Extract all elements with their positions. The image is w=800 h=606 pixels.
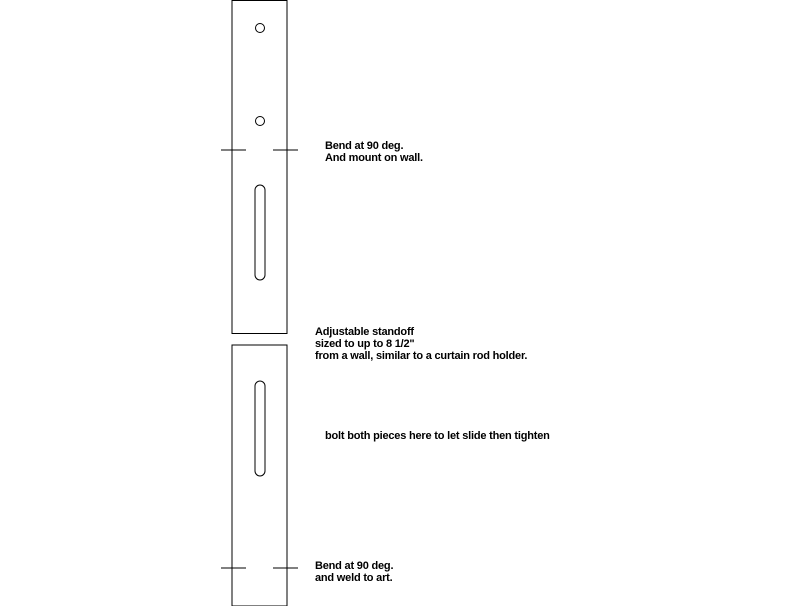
upper-strap-outline <box>232 1 287 334</box>
standoff-note <box>315 326 527 362</box>
mounting-hole-top <box>256 24 265 33</box>
top-bend-note <box>325 140 423 164</box>
bottom-bend-note-line: Bend at 90 deg. <box>315 560 394 572</box>
lower-adjustment-slot <box>255 381 265 476</box>
top-bend-note-line: And mount on wall. <box>325 152 423 164</box>
standoff-note-line: Adjustable standoff <box>315 326 414 338</box>
standoff-note-line: sized to up to 8 1/2" <box>315 338 415 350</box>
top-bend-note-line: Bend at 90 deg. <box>325 140 404 152</box>
bolt-note-line: bolt both pieces here to let slide then tighten <box>325 430 550 442</box>
mounting-hole-bottom <box>256 117 265 126</box>
upper-adjustment-slot <box>255 185 265 280</box>
standoff-note-line: from a wall, similar to a curtain rod holder. <box>315 350 528 362</box>
bolt-note <box>325 430 550 442</box>
bottom-bend-note-line: and weld to art. <box>315 572 393 584</box>
bottom-bend-note <box>315 560 393 584</box>
